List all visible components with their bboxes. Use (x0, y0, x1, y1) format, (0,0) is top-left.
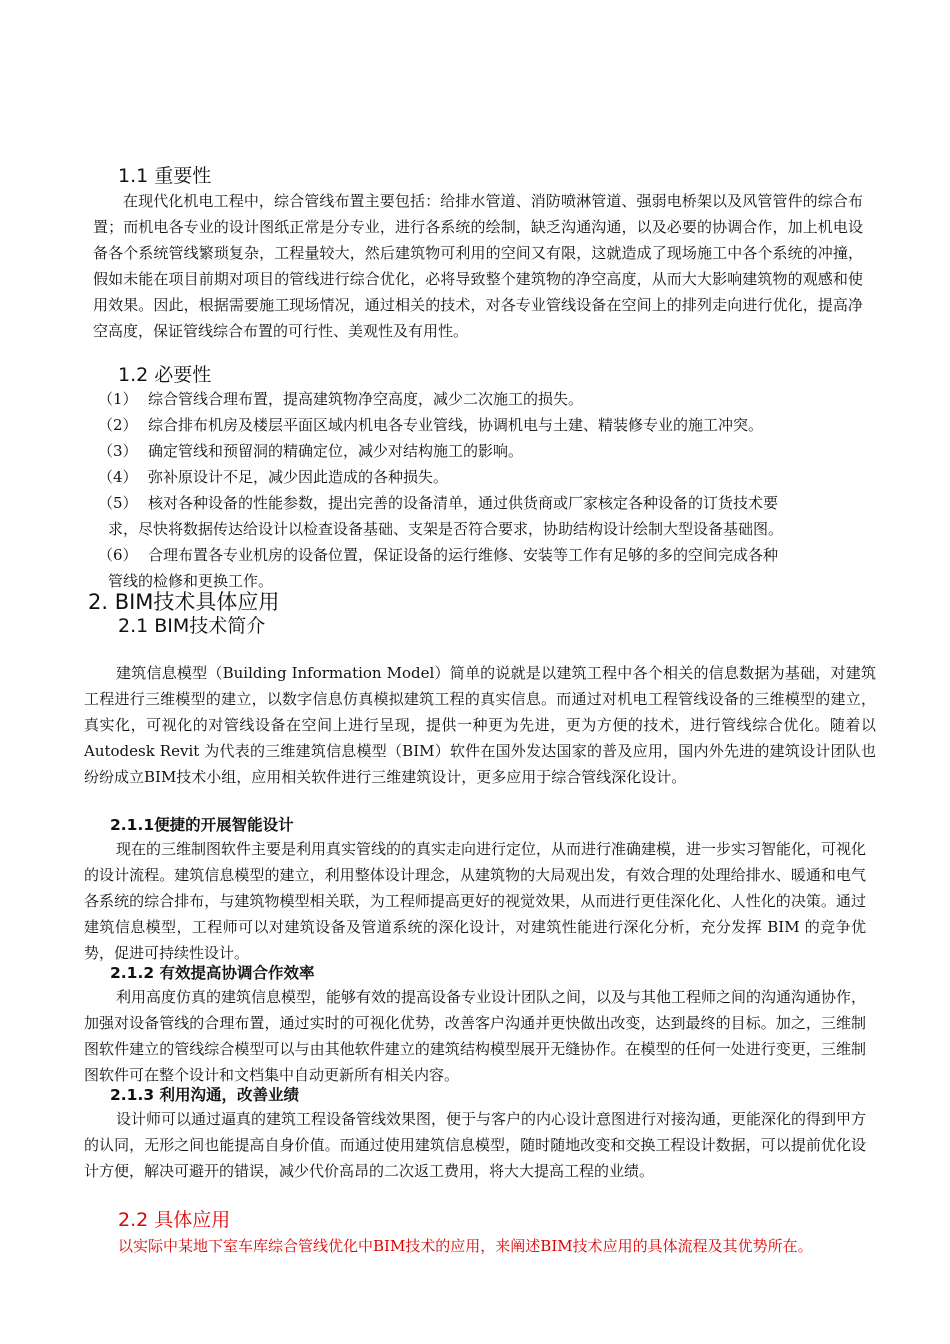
paragraph-2-1-2: 利用高度仿真的建筑信息模型，能够有效的提高设备专业设计团队之间，以及与其他工程师之间的沟通沟通协作，加强对设备管线的合理布置，通过实时的可视化优势，改善客户沟通并更快做出改变，达到最终的目标。加之，三维制图软件建立的管线综合模型可以与由其他软件建立的建筑结构模型展开无缝协作。在模型的任何一处进行变更，三维制图软件可在整个设计和文档集中自动更新所有相关内容。 (84, 988, 867, 1084)
heading-2-1-2: 2.1.2 有效提高协调合作效率 (110, 964, 315, 982)
heading-1-2: 1.2 必要性 (118, 364, 212, 386)
list-item-number: （4） (98, 468, 138, 486)
list-item-number: （1） (98, 390, 138, 408)
list-item-number: （5） (98, 494, 138, 512)
paragraph-1-1: 在现代化机电工程中，综合管线布置主要包括：给排水管道、消防喷淋管道、强弱电桥架以及风管管件的综合布置；而机电各专业的设计图纸正常是分专业，进行各系统的绘制，缺乏沟通沟通，以及必要的协调合作，加上机电设备各个系统管线繁琐复杂，工程量较大，然后建筑物可利用的空间又有限，这就造成了现场施工中各个系统的冲撞，假如未能在项目前期对项目的管线进行综合优化，必将导致整个建筑物的净空高度，从而大大影响建筑物的观感和使用效果。因此，根据需要施工现场情况，通过相关的技术，对各专业管线设备在空间上的排列走向进行优化，提高净空高度，保证管线综合布置的可行性、美观性及有用性。 (93, 192, 863, 340)
list-item (98, 412, 763, 438)
list-item-continuation: 求，尽快将数据传达给设计以检查设备基础、支架是否符合要求，协助结构设计绘制大型设备基础图。 (108, 520, 784, 538)
list-item-text: 综合排布机房及楼层平面区域内机电各专业管线，协调机电与土建、精装修专业的施工冲突。 (148, 416, 764, 434)
list-item-number: （2） (98, 416, 138, 434)
list-item (98, 386, 583, 412)
heading-2-1-3: 2.1.3 利用沟通，改善业绩 (110, 1086, 300, 1104)
list-item-text: 综合管线合理布置，提高建筑物净空高度，减少二次施工的损失。 (148, 390, 584, 408)
list-item (98, 542, 778, 568)
list-item-number: （6） (98, 546, 138, 564)
list-item-continuation: 管线的检修和更换工作。 (108, 572, 274, 590)
list-item (98, 464, 448, 490)
heading-2-1-1: 2.1.1便捷的开展智能设计 (110, 816, 294, 834)
heading-2-1: 2.1 BIM技术简介 (118, 615, 266, 637)
heading-2: 2. BIM技术具体应用 (88, 590, 280, 614)
list-item (98, 438, 523, 464)
list-item (98, 490, 778, 516)
list-item-text: 核对各种设备的性能参数，提出完善的设备清单，通过供货商或厂家核定各种设备的订货技术要 (148, 494, 779, 512)
heading-1-1: 1.1 重要性 (118, 165, 212, 187)
paragraph-2-1: 建筑信息模型（Building Information Model）简单的说就是以建筑工程中各个相关的信息数据为基础，对建筑工程进行三维模型的建立，以数字信息仿真模拟建筑工程的真实信息。而通过对机电工程管线设备的三维模型的建立，真实化，可视化的对管线设备在空间上进行呈现，提供一种更为先进，更为方便的技术，进行管线综合优化。随着以 Autodesk Revit 为代表的三维建筑信息模型（BIM）软件在国外发达国家的普及应用，国内外先进的建筑设计团队也纷纷成立BIM技术小组，应用相关软件进行三维建筑设计，更多应用于综合管线深化设计。 (84, 664, 876, 786)
list-item-text: 合理布置各专业机房的设备位置，保证设备的运行维修、安装等工作有足够的多的空间完成各种 (148, 546, 779, 564)
list-item-number: （3） (98, 442, 138, 460)
list-item-text: 确定管线和预留洞的精确定位，减少对结构施工的影响。 (148, 442, 524, 460)
heading-2-2: 2.2 具体应用 (118, 1209, 231, 1231)
paragraph-2-1-3: 设计师可以通过逼真的建筑工程设备管线效果图，便于与客户的内心设计意图进行对接沟通，更能深化的得到甲方的认同，无形之间也能提高自身价值。而通过使用建筑信息模型，随时随地改变和交换工程设计数据，可以提前优化设计方便，解决可避开的错误，减少代价高昂的二次返工费用，将大大提高工程的业绩。 (84, 1110, 867, 1180)
paragraph-2-2: 以实际中某地下室车库综合管线优化中BIM技术的应用，来阐述BIM技术应用的具体流程及其优势所在。 (118, 1237, 813, 1255)
list-item-text: 弥补原设计不足，减少因此造成的各种损失。 (148, 468, 449, 486)
paragraph-2-1-1: 现在的三维制图软件主要是利用真实管线的的真实走向进行定位，从而进行准确建模，进一步实习智能化，可视化的设计流程。建筑信息模型的建立，利用整体设计理念，从建筑物的大局观出发，有效合理的处理给排水、暖通和电气各系统的综合排布，与建筑物模型相关联，为工程师提高更好的视觉效果，从而进行更佳深化化、人性化的决策。通过建筑信息模型，工程师可以对建筑设备及管道系统的深化设计，对建筑性能进行深化分析，充分发挥 BIM 的竞争优势，促进可持续性设计。 (84, 840, 867, 962)
